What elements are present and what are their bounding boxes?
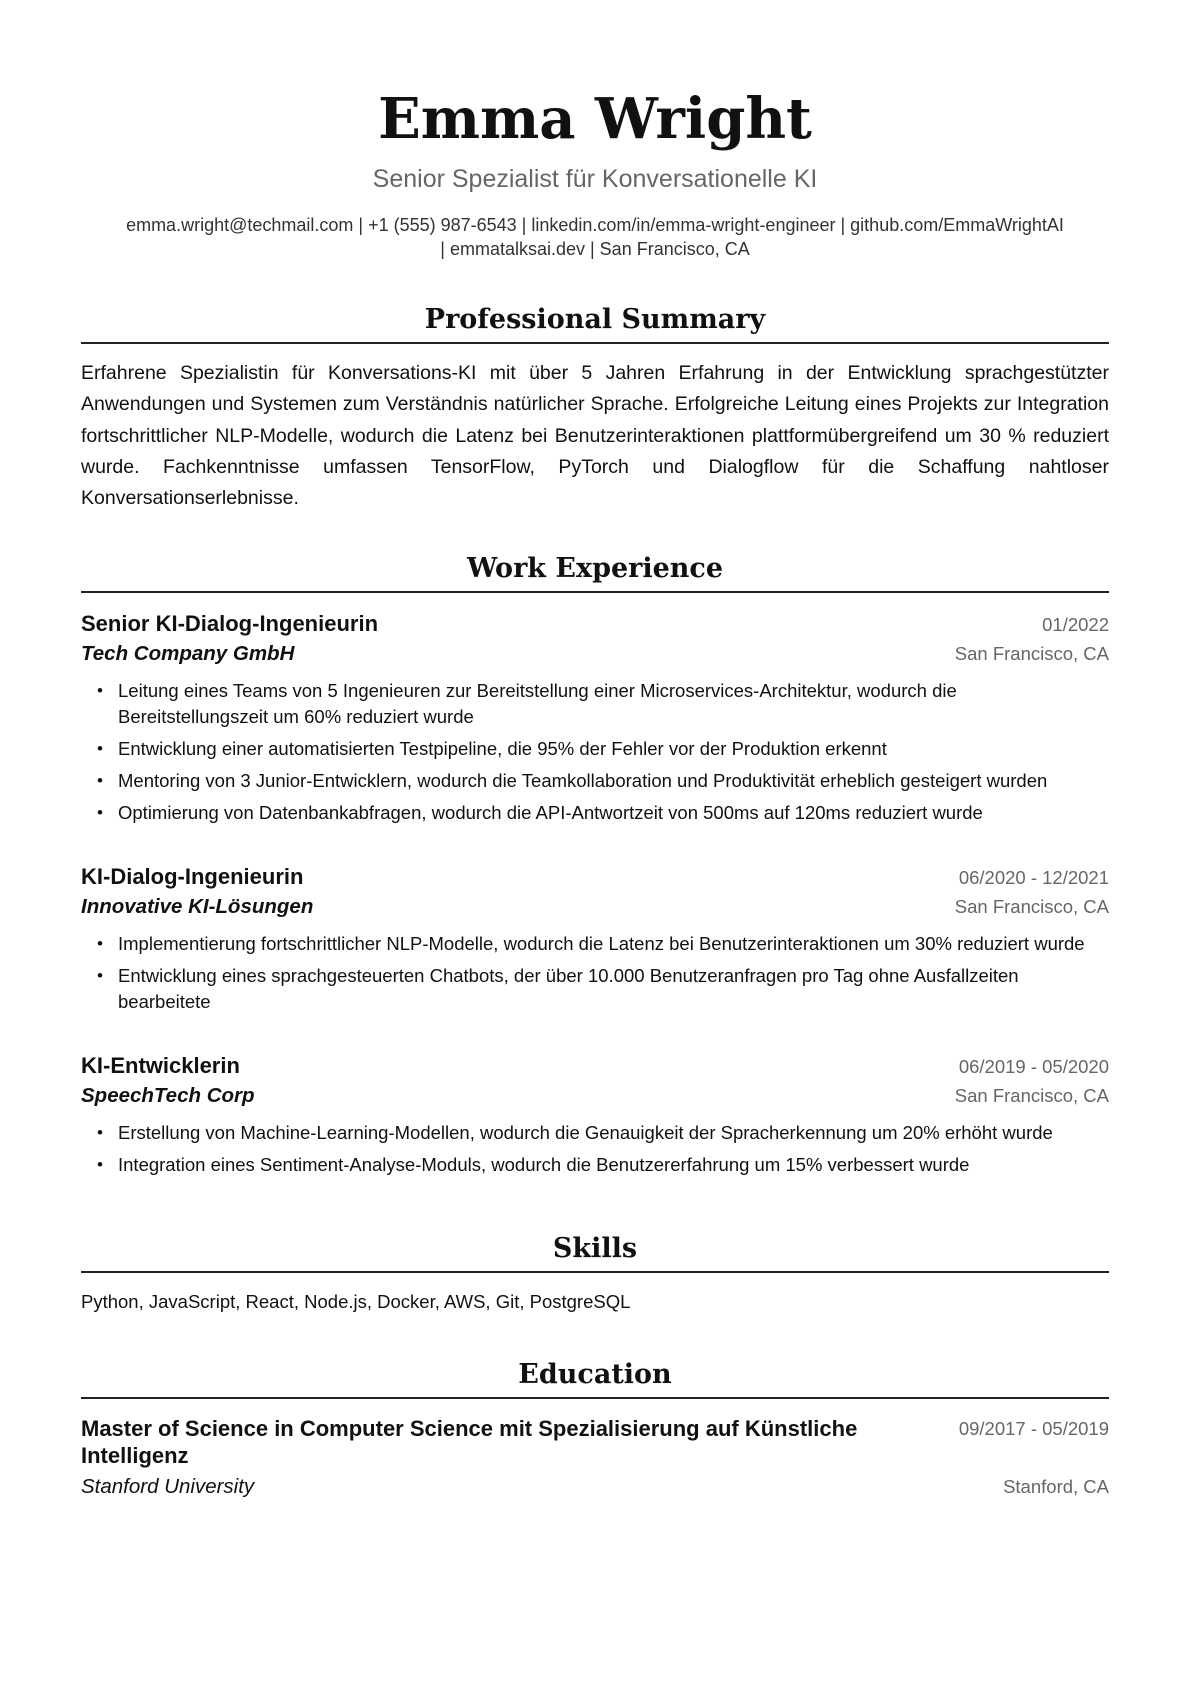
job-bullet: • Mentoring von 3 Junior-Entwicklern, wodurch die Teamkollaboration und Produktivität erheblich gesteigert wurden — [118, 768, 1109, 794]
summary-section-title: Professional Summary — [81, 303, 1109, 344]
education-section-title: Education — [81, 1358, 1109, 1399]
skills-list: Python, JavaScript, React, Node.js, Docker, AWS, Git, PostgreSQL — [81, 1291, 631, 1313]
job-bullets — [81, 1120, 1109, 1178]
education-entry — [81, 1415, 1109, 1501]
contact-info — [75, 213, 1115, 261]
job-entry — [81, 862, 1109, 1015]
candidate-headline: Senior Spezialist für Konversationelle KI — [372, 165, 818, 193]
skills-section-title: Skills — [81, 1232, 1109, 1273]
job-location: San Francisco, CA — [954, 643, 1109, 665]
job-bullet: • Entwicklung einer automatisierten Testpipeline, die 95% der Fehler vor der Produktion erkennt — [118, 736, 1109, 762]
job-title: KI-Dialog-Ingenieurin — [81, 864, 304, 890]
degree-title: Master of Science in Computer Science mit Spezialisierung auf Künstliche Intelligenz — [81, 1416, 858, 1469]
contact-line-2: | emmatalksai.dev | San Francisco, CA — [440, 239, 750, 259]
contact-line-1: emma.wright@techmail.com | +1 (555) 987-6543 | linkedin.com/in/emma-wright-engineer | github.com/EmmaWrightAI — [126, 215, 1064, 235]
job-bullet: • Integration eines Sentiment-Analyse-Moduls, wodurch die Benutzererfahrung um 15% verbessert wurde — [118, 1152, 1109, 1178]
job-bullet: • Leitung eines Teams von 5 Ingenieuren zur Bereitstellung einer Microservices-Architektur, wodurch die Bereitstellungszeit um 60% reduziert wurde — [118, 678, 1109, 730]
job-date: 01/2022 — [1042, 614, 1109, 636]
education-date: 09/2017 - 05/2019 — [958, 1418, 1109, 1440]
job-bullets — [81, 931, 1109, 1015]
job-title: KI-Entwicklerin — [81, 1053, 240, 1079]
job-bullet: • Erstellung von Machine-Learning-Modellen, wodurch die Genauigkeit der Spracherkennung um 20% erhöht wurde — [118, 1120, 1109, 1146]
job-bullet: • Implementierung fortschrittlicher NLP-Modelle, wodurch die Latenz bei Benutzerinteraktionen um 30% reduziert wurde — [118, 931, 1109, 957]
company-name: SpeechTech Corp — [81, 1084, 255, 1108]
work-section-title: Work Experience — [81, 552, 1109, 593]
job-title: Senior KI-Dialog-Ingenieurin — [81, 611, 379, 637]
job-entry — [81, 609, 1109, 826]
job-bullet: • Optimierung von Datenbankabfragen, wodurch die API-Antwortzeit von 500ms auf 120ms reduziert wurde — [118, 800, 1109, 826]
job-location: San Francisco, CA — [954, 896, 1109, 918]
company-name: Tech Company GmbH — [81, 642, 295, 666]
summary-text: Erfahrene Spezialistin für Konversations-KI mit über 5 Jahren Erfahrung in der Entwicklung sprachgestützter Anwendungen und Systemen zum Verständnis natürlicher Sprache. Erfolgreiche Leitung eines Projekts zur Integration fortschrittlicher NLP-Modelle, wodurch die Latenz bei Benutzerinteraktionen plattformübergreifend um 30 % reduziert wurde. Fachkenntnisse umfassen TensorFlow, PyTorch und Dialogflow für die Schaffung nahtloser Konversationserlebnisse. — [81, 362, 1109, 510]
candidate-name: Emma Wright — [378, 86, 812, 152]
job-date: 06/2019 - 05/2020 — [958, 1056, 1109, 1078]
school-name: Stanford University — [81, 1475, 255, 1499]
education-location: Stanford, CA — [1003, 1476, 1109, 1498]
job-location: San Francisco, CA — [954, 1085, 1109, 1107]
job-bullet: • Entwicklung eines sprachgesteuerten Chatbots, der über 10.000 Benutzeranfragen pro Tag ohne Ausfallzeiten bearbeitete — [118, 963, 1109, 1015]
job-date: 06/2020 - 12/2021 — [958, 867, 1109, 889]
job-entry — [81, 1051, 1109, 1178]
company-name: Innovative KI-Lösungen — [81, 895, 314, 919]
job-bullets — [81, 678, 1109, 826]
